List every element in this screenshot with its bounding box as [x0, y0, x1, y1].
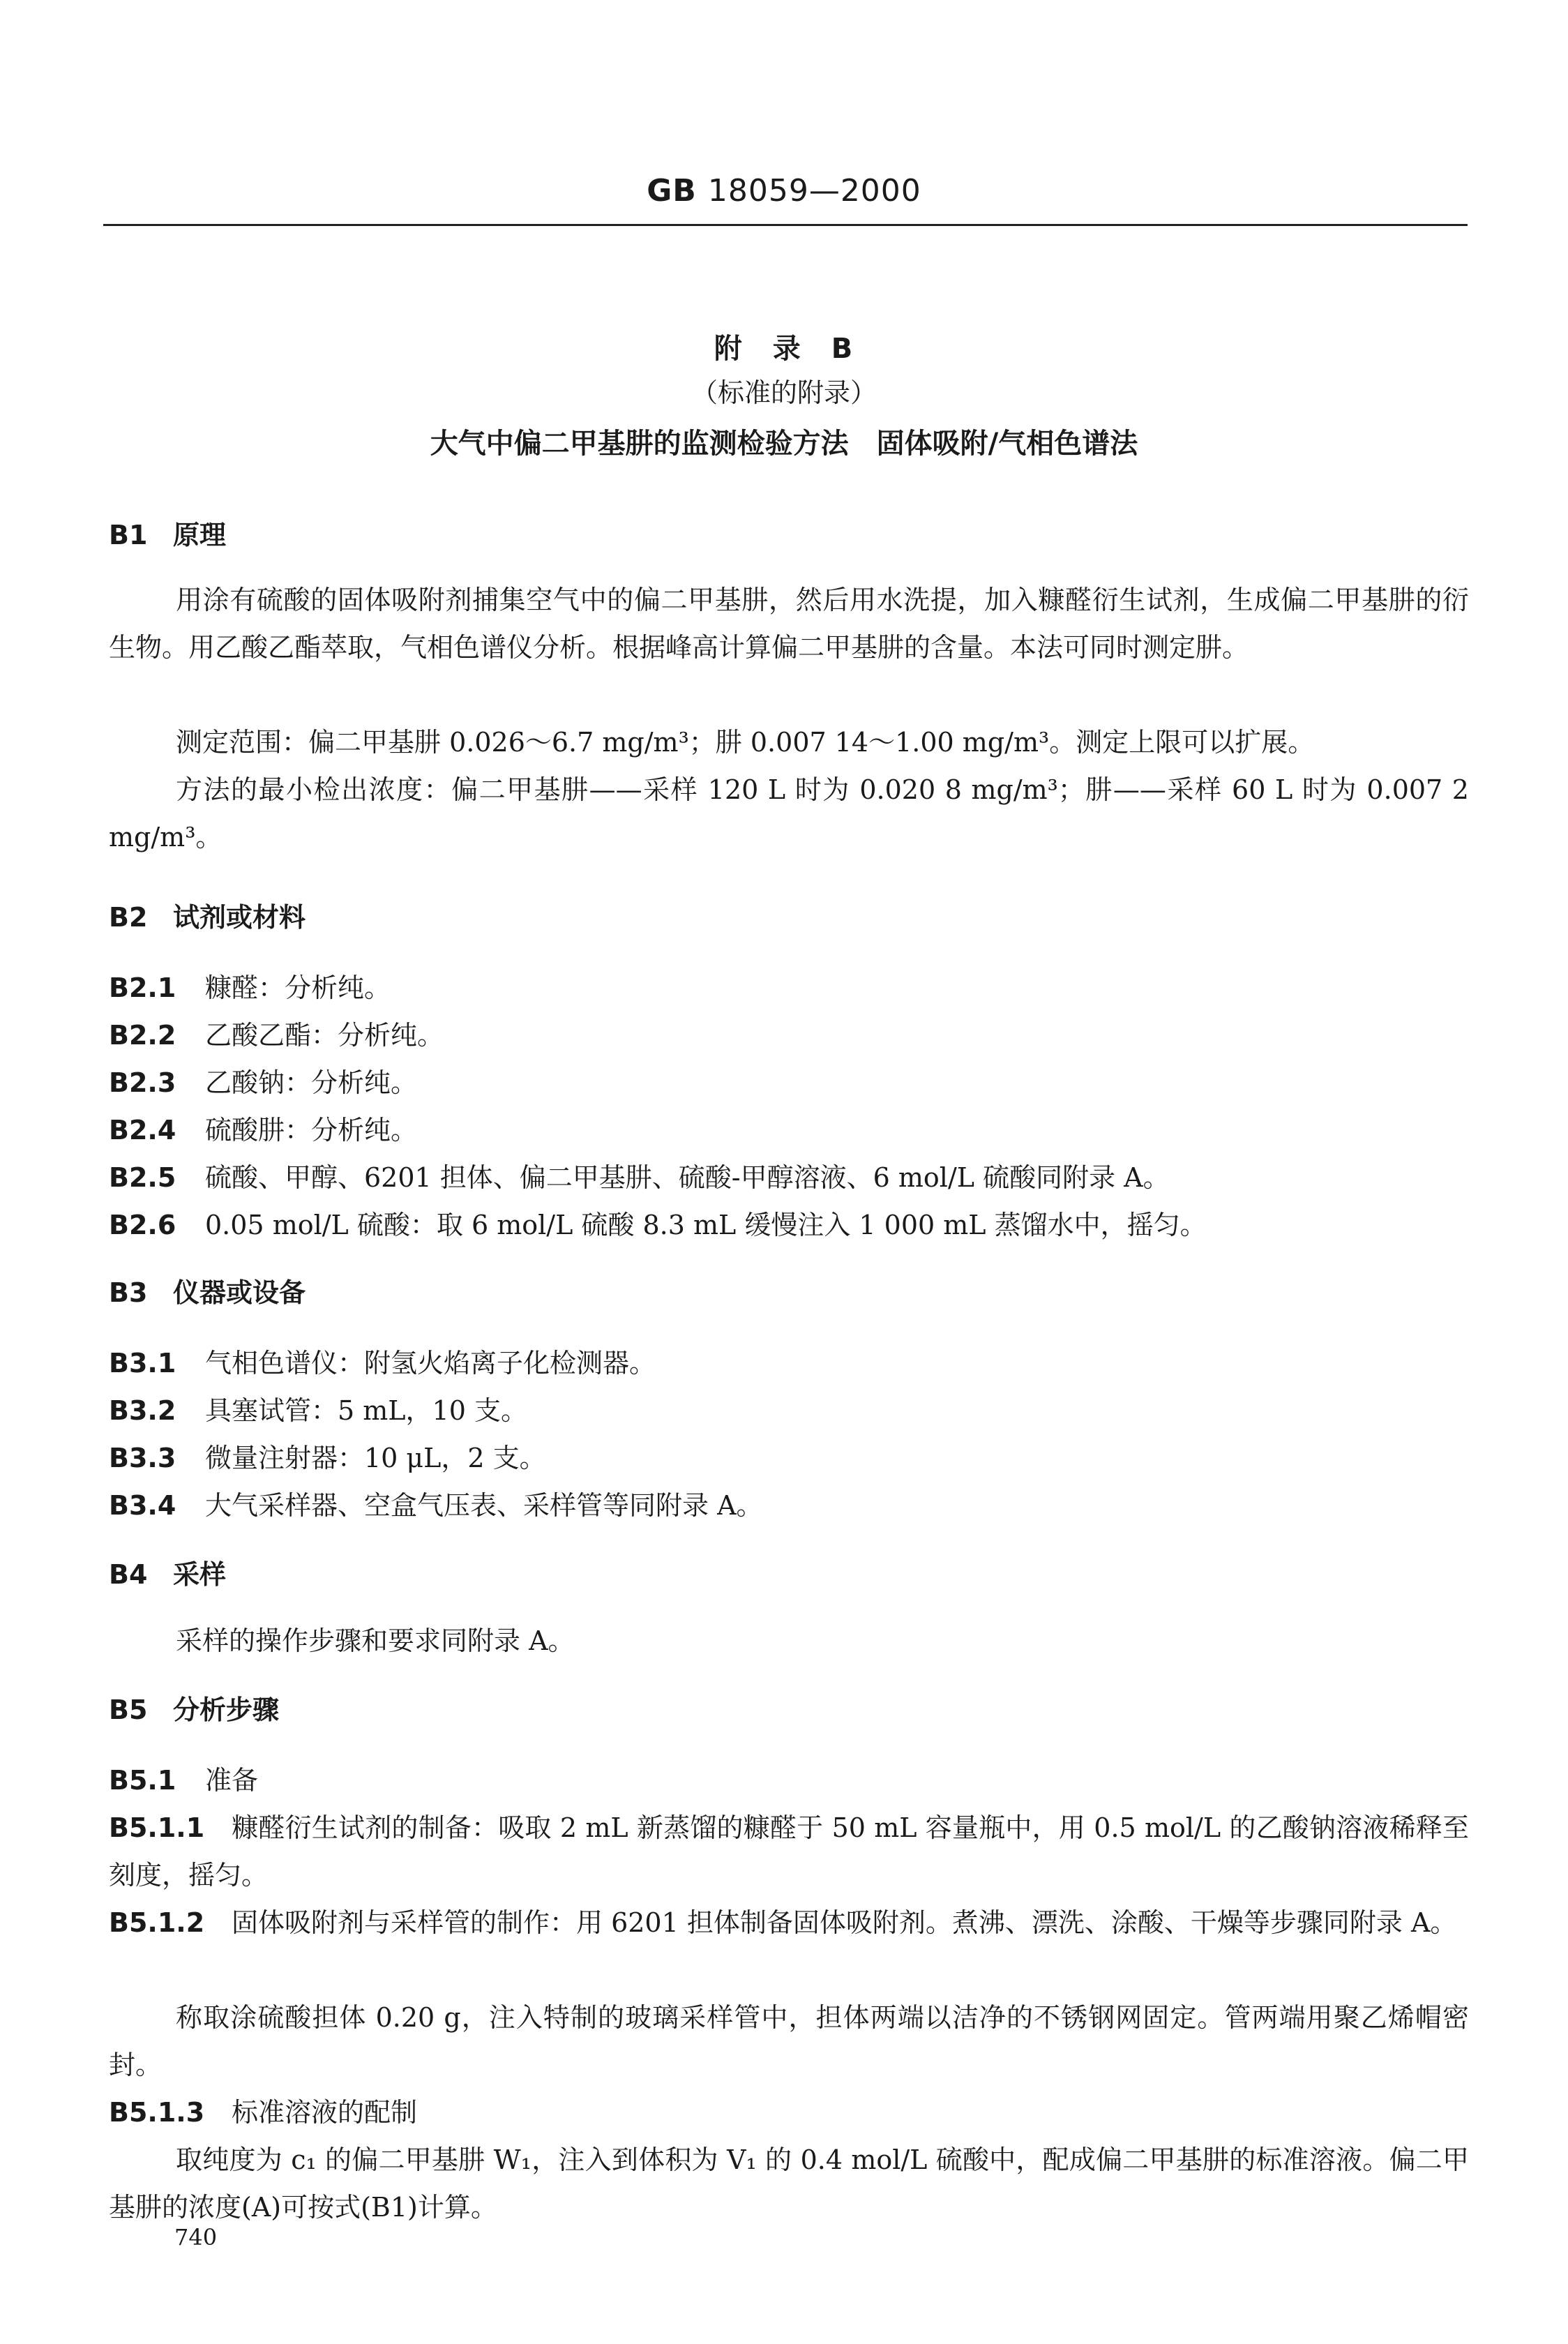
item-text: 固体吸附剂与采样管的制作：用 6201 担体制备固体吸附剂。煮沸、漂洗、涂酸、干燥等步骤同附录 A。	[232, 1907, 1457, 1938]
item-number: B5.1.1	[109, 1812, 205, 1843]
item-number: B2.1	[109, 972, 176, 1003]
item-number: B5.1.2	[109, 1907, 205, 1938]
standard-number: 18059—2000	[707, 173, 921, 209]
standard-prefix: GB	[647, 173, 697, 209]
subsection-b5-1-2	[109, 1899, 1469, 1946]
list-item-b2-2	[109, 1012, 1469, 1059]
list-item-b3-3	[109, 1434, 1469, 1482]
section-heading-b5	[109, 1688, 279, 1727]
section-heading-b1	[109, 513, 226, 552]
section-heading-b3	[109, 1271, 306, 1309]
item-text: 气相色谱仪：附氢火焰离子化检测器。	[205, 1348, 656, 1378]
item-text: 微量注射器：10 μL，2 支。	[205, 1443, 546, 1473]
appendix-main-title: 大气中偏二甲基肼的监测检验方法 固体吸附/气相色谱法	[430, 428, 1138, 460]
list-item-b2-3	[109, 1059, 1469, 1106]
list-item-b2-1	[109, 964, 1469, 1012]
item-number: B2.5	[109, 1162, 176, 1193]
item-number: B3.4	[109, 1490, 176, 1521]
header-rule	[103, 224, 1468, 226]
section-title: 分析步骤	[173, 1695, 280, 1725]
list-item-b3-4	[109, 1482, 1469, 1529]
list-item-b3-2	[109, 1387, 1469, 1434]
section-number: B1	[109, 520, 148, 550]
list-item-b2-4	[109, 1106, 1469, 1154]
item-text: 标准溶液的配制	[232, 2097, 418, 2128]
list-item-b2-5	[109, 1154, 1469, 1201]
item-text: 准备	[205, 1765, 259, 1796]
item-text: 糠醛：分析纯。	[205, 972, 391, 1003]
section-title: 仪器或设备	[173, 1277, 306, 1308]
item-number: B2.4	[109, 1115, 176, 1145]
subsection-b5-1-3	[109, 2089, 1469, 2136]
b5-1-2-paragraph: 称取涂硫酸担体 0.20 g，注入特制的玻璃采样管中，担体两端以洁净的不锈钢网固定。管两端用聚乙烯帽密封。	[109, 2002, 1469, 2080]
section-heading-b4	[109, 1553, 226, 1591]
b1-paragraph-1: 用涂有硫酸的固体吸附剂捕集空气中的偏二甲基肼，然后用水洗提，加入糠醛衍生试剂，生成偏二甲基肼的衍生物。用乙酸乙酯萃取，气相色谱仪分析。根据峰高计算偏二甲基肼的含量。本法可同时测定肼。	[109, 585, 1469, 663]
item-text: 硫酸、甲醇、6201 担体、偏二甲基肼、硫酸-甲醇溶液、6 mol/L 硫酸同附录 A。	[205, 1162, 1170, 1193]
list-item-b2-6	[109, 1201, 1469, 1249]
item-text: 乙酸乙酯：分析纯。	[205, 1020, 444, 1051]
section-number: B3	[109, 1277, 148, 1308]
item-number: B2.2	[109, 1020, 176, 1051]
item-text: 硫酸肼：分析纯。	[205, 1115, 418, 1145]
section-number: B4	[109, 1559, 148, 1590]
appendix-title: 附 录 B	[714, 333, 854, 365]
section-heading-b2	[109, 896, 306, 934]
section-title: 采样	[173, 1559, 227, 1590]
section-number: B2	[109, 902, 148, 933]
item-number: B2.6	[109, 1210, 176, 1240]
section-title: 试剂或材料	[173, 902, 306, 933]
b4-paragraph: 采样的操作步骤和要求同附录 A。	[176, 1625, 575, 1656]
list-item-b3-1	[109, 1339, 1469, 1387]
item-number: B3.1	[109, 1348, 176, 1378]
item-text: 具塞试管：5 mL，10 支。	[205, 1395, 527, 1426]
b1-paragraph-3: 方法的最小检出浓度：偏二甲基肼——采样 120 L 时为 0.020 8 mg/m³；肼——采样 60 L 时为 0.007 2 mg/m³。	[109, 774, 1469, 852]
item-text: 大气采样器、空盒气压表、采样管等同附录 A。	[205, 1490, 763, 1521]
item-text: 0.05 mol/L 硫酸：取 6 mol/L 硫酸 8.3 mL 缓慢注入 1 000 mL 蒸馏水中，摇匀。	[205, 1210, 1207, 1240]
item-number: B3.2	[109, 1395, 176, 1426]
b1-paragraph-2: 测定范围：偏二甲基肼 0.026～6.7 mg/m³；肼 0.007 14～1.00 mg/m³。测定上限可以扩展。	[176, 727, 1315, 758]
item-number: B2.3	[109, 1067, 176, 1098]
item-number: B5.1.3	[109, 2097, 205, 2128]
section-number: B5	[109, 1695, 148, 1725]
page-number: 740	[174, 2224, 218, 2251]
b5-1-3-paragraph: 取纯度为 c₁ 的偏二甲基肼 W₁，注入到体积为 V₁ 的 0.4 mol/L 硫酸中，配成偏二甲基肼的标准溶液。偏二甲基肼的浓度(A)可按式(B1)计算。	[109, 2144, 1469, 2223]
item-text: 乙酸钠：分析纯。	[205, 1067, 418, 1098]
item-text: 糠醛衍生试剂的制备：吸取 2 mL 新蒸馏的糠醛于 50 mL 容量瓶中，用 0.5 mol/L 的乙酸钠溶液稀释至刻度，摇匀。	[109, 1812, 1469, 1891]
section-title: 原理	[173, 520, 227, 550]
appendix-subtitle: （标准的附录）	[691, 377, 877, 408]
item-number: B3.3	[109, 1443, 176, 1473]
subsection-b5-1-1	[109, 1804, 1469, 1899]
subsection-b5-1	[109, 1757, 1469, 1804]
standard-code	[0, 173, 1568, 209]
item-number: B5.1	[109, 1765, 176, 1796]
